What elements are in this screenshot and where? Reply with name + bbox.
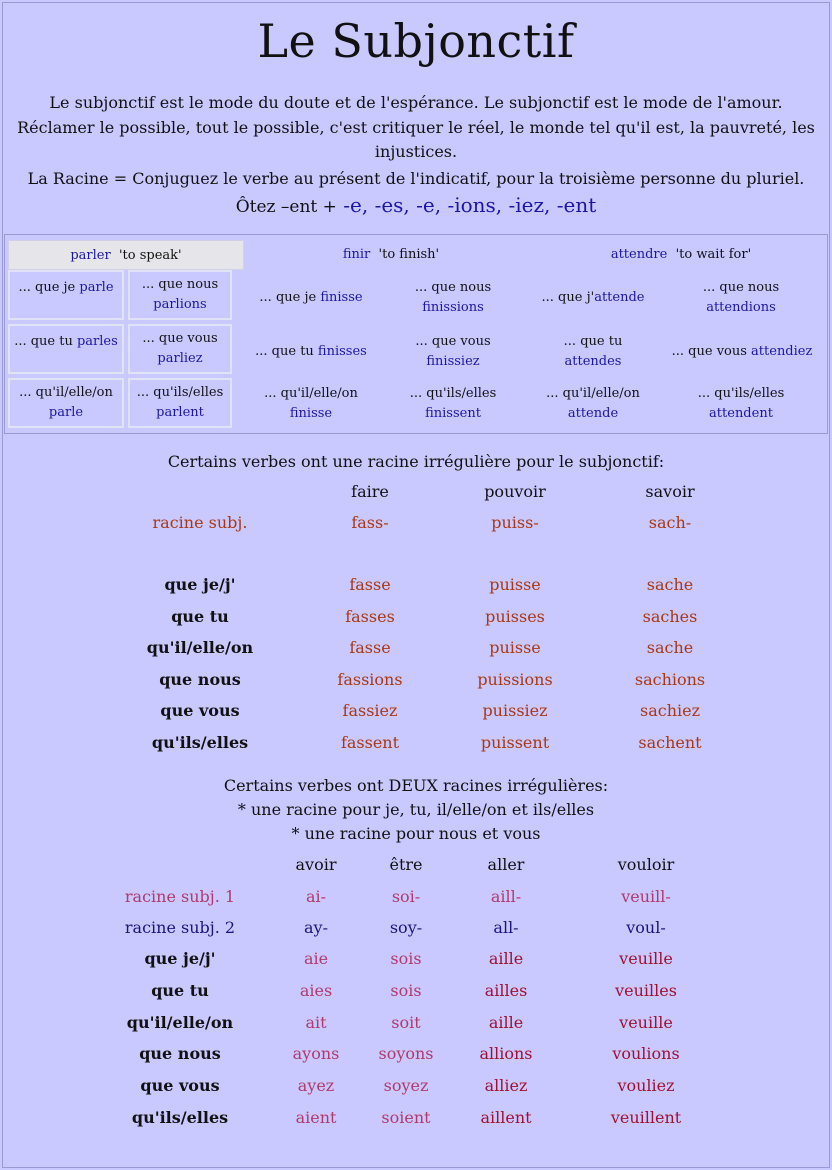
attendre-vous-pronoun: ... que vous — [671, 344, 752, 359]
attendre-nous-pronoun: ... que nous — [702, 280, 780, 295]
irr2-root1-vouloir: veuill- — [621, 887, 671, 906]
parler-nous — [128, 270, 232, 320]
irr2-avoir-form-1: aies — [299, 980, 333, 1000]
irr1-person-1: que tu — [171, 606, 229, 626]
irr1-pouvoir-form-2: puisse — [489, 638, 541, 658]
gloss-finir: 'to finish' — [378, 246, 440, 262]
verb-attendre: attendre — [610, 246, 668, 262]
finir-vous-form: finissiez — [426, 354, 480, 369]
irr2-vouloir-form-5: veuillent — [610, 1108, 682, 1127]
irr2-avoir-form-3: ayons — [292, 1044, 340, 1064]
irr1-savoir-form-1: saches — [642, 606, 698, 626]
irr1-faire-form-0: fasse — [349, 575, 391, 594]
parler-ils — [128, 378, 232, 428]
parler-vous-pronoun: ... que vous — [142, 331, 218, 346]
irr1-savoir-form-4: sachiez — [639, 701, 701, 721]
irr2-vouloir-form-0: veuille — [619, 949, 673, 968]
attendre-vous — [660, 324, 824, 380]
irr1-savoir-form-0: sache — [646, 575, 694, 594]
irr2-aller-form-0: aille — [488, 949, 524, 968]
irregular2-heading-3: * une racine pour nous et vous — [291, 824, 541, 843]
irr2-root2-etre: soy- — [389, 918, 423, 937]
page-title: Le Subjonctif — [257, 14, 575, 68]
irr1-verb-savoir: savoir — [645, 482, 695, 501]
irr2-avoir-form-5: aient — [295, 1108, 337, 1127]
attendre-il — [528, 376, 658, 432]
finir-vous — [388, 324, 518, 380]
irr2-person-5: qu'ils/elles — [131, 1108, 229, 1127]
finir-nous — [388, 270, 518, 326]
irr2-avoir-form-0: aie — [303, 949, 329, 968]
verb-parler: parler — [70, 247, 111, 263]
irr2-root1-avoir: ai- — [305, 887, 327, 906]
parler-ils-pronoun: ... qu'ils/elles — [136, 385, 224, 400]
irr1-savoir-form-5: sachent — [638, 733, 702, 752]
irr1-person-5: qu'ils/elles — [151, 733, 249, 752]
irr1-pouvoir-form-3: puissions — [477, 669, 553, 689]
attendre-je-form: attende — [594, 290, 645, 305]
irr1-faire-form-3: fassions — [337, 669, 403, 689]
attendre-tu-pronoun: ... que tu — [563, 334, 623, 349]
irr1-root-pouvoir: puiss- — [491, 513, 539, 532]
otez-endings: -e, -es, -e, -ions, -iez, -ent — [336, 193, 597, 217]
finir-tu — [246, 324, 376, 380]
irr1-faire-form-2: fasse — [349, 638, 391, 658]
irr2-aller-form-2: aille — [488, 1012, 524, 1032]
irr2-etre-form-4: soyez — [383, 1076, 429, 1096]
irr1-person-2: qu'il/elle/on — [146, 638, 254, 658]
irr2-aller-form-1: ailles — [484, 980, 528, 1000]
irr2-avoir-form-2: ait — [305, 1012, 327, 1032]
parler-je — [8, 270, 124, 320]
parler-ils-form: parlent — [156, 405, 204, 420]
parler-tu-pronoun: ... que tu — [14, 334, 77, 349]
irr1-pouvoir-form-5: puissent — [480, 733, 550, 752]
irr2-root1-etre: soi- — [391, 887, 421, 906]
irr1-savoir-form-3: sachions — [634, 669, 706, 689]
irr1-faire-form-4: fassiez — [342, 701, 398, 721]
irr2-vouloir-form-3: voulions — [612, 1044, 680, 1064]
verb-finir: finir — [342, 246, 371, 262]
attendre-ils-pronoun: ... qu'ils/elles — [697, 386, 785, 401]
irr2-person-1: que tu — [151, 980, 209, 1000]
irr1-root-savoir: sach- — [648, 513, 692, 532]
irr2-root2-aller: all- — [493, 918, 519, 937]
header-parler — [8, 240, 244, 270]
parler-tu-form: parles — [76, 334, 118, 349]
finir-nous-form: finissions — [422, 300, 484, 315]
irr2-root2-label: racine subj. 2 — [124, 918, 236, 937]
irr2-root2-avoir: ay- — [304, 918, 328, 937]
irr2-person-4: que vous — [140, 1076, 220, 1096]
finir-il — [246, 376, 376, 432]
header-finir — [246, 240, 536, 268]
irr1-pouvoir-form-1: puisses — [485, 606, 545, 626]
irr2-etre-form-5: soient — [381, 1108, 431, 1127]
intro-line-1: Le subjonctif est le mode du doute et de l'espérance. Le subjonctif est le mode de l'amour. — [49, 93, 783, 112]
irr2-verb-vouloir: vouloir — [617, 855, 675, 874]
irr2-vouloir-form-4: vouliez — [617, 1076, 675, 1096]
intro-line-2: Réclamer le possible, tout le possible, c'est critiquer le réel, le monde tel qu'il est, la pauvreté, les — [17, 118, 815, 137]
attendre-je-pronoun: ... que j' — [541, 290, 595, 305]
irr2-person-2: qu'il/elle/on — [126, 1012, 234, 1032]
irregular2-heading-1: Certains verbes ont DEUX racines irrégulières: — [223, 776, 609, 795]
parler-je-pronoun: ... que je — [18, 280, 80, 295]
header-attendre — [536, 240, 826, 268]
irr2-root1-label: racine subj. 1 — [124, 887, 236, 906]
irr2-avoir-form-4: ayez — [297, 1076, 335, 1096]
irr1-pouvoir-form-4: puissiez — [482, 701, 548, 721]
irr2-etre-form-2: soit — [391, 1012, 421, 1032]
irr2-aller-form-4: alliez — [484, 1076, 528, 1096]
irr2-aller-form-3: allions — [479, 1044, 533, 1064]
attendre-il-pronoun: ... qu'il/elle/on — [546, 386, 640, 401]
parler-je-form: parle — [79, 280, 114, 295]
irregular1-heading: Certains verbes ont une racine irrégulière pour le subjonctif: — [167, 452, 665, 471]
finir-je-pronoun: ... que je — [259, 290, 321, 305]
parler-il-form: parle — [48, 405, 84, 420]
irr2-verb-avoir: avoir — [295, 855, 337, 874]
irr2-vouloir-form-2: veuille — [619, 1012, 673, 1032]
parler-il-pronoun: ... qu'il/elle/on — [19, 385, 113, 400]
otez-prefix: Ôtez –ent + — [235, 197, 337, 217]
attendre-il-form: attende — [567, 406, 619, 421]
attendre-ils-form: attendent — [709, 406, 773, 421]
gloss-attendre: 'to wait for' — [675, 246, 752, 262]
irr1-person-0: que je/j' — [164, 575, 236, 594]
irr2-person-3: que nous — [139, 1044, 221, 1064]
finir-il-pronoun: ... qu'il/elle/on — [264, 386, 358, 401]
irr1-verb-pouvoir: pouvoir — [484, 482, 546, 501]
parler-vous — [128, 324, 232, 374]
irr1-faire-form-1: fasses — [345, 606, 395, 626]
irr2-etre-form-0: sois — [390, 949, 422, 968]
irr2-root1-aller: aill- — [490, 887, 522, 906]
intro-line-4: La Racine = Conjuguez le verbe au présent de l'indicatif, pour la troisième personne du pluriel. — [27, 169, 805, 188]
finir-vous-pronoun: ... que vous — [415, 334, 491, 349]
irr1-person-3: que nous — [159, 669, 241, 689]
otez-rule — [0, 193, 832, 217]
attendre-nous — [676, 270, 806, 326]
irr1-faire-form-5: fassent — [340, 733, 400, 752]
finir-ils — [388, 376, 518, 432]
parler-tu — [8, 324, 124, 374]
parler-vous-form: parliez — [157, 351, 203, 366]
irr2-etre-form-3: soyons — [378, 1044, 434, 1064]
finir-tu-form: finisses — [317, 344, 367, 359]
finir-ils-pronoun: ... qu'ils/elles — [409, 386, 497, 401]
irr2-person-0: que je/j' — [144, 949, 216, 968]
attendre-je — [528, 270, 658, 326]
finir-ils-form: finissent — [425, 406, 481, 421]
irr1-pouvoir-form-0: puisse — [489, 575, 541, 594]
attendre-tu — [528, 324, 658, 380]
irr1-savoir-form-2: sache — [646, 638, 694, 658]
irr1-root-label: racine subj. — [152, 513, 248, 532]
irr2-aller-form-5: aillent — [480, 1108, 532, 1127]
irr2-verb-aller: aller — [487, 855, 525, 874]
irr2-verb-etre: être — [389, 855, 423, 874]
attendre-ils — [676, 376, 806, 432]
attendre-tu-form: attendes — [564, 354, 622, 369]
irregular2-heading-2: * une racine pour je, tu, il/elle/on et ils/elles — [237, 800, 595, 819]
irr2-root2-vouloir: voul- — [626, 918, 666, 937]
irr2-vouloir-form-1: veuilles — [615, 980, 677, 1000]
parler-il — [8, 378, 124, 428]
irr1-verb-faire: faire — [351, 482, 389, 501]
gloss-parler: 'to speak' — [118, 247, 182, 263]
attendre-vous-form: attendiez — [751, 344, 813, 359]
attendre-nous-form: attendions — [706, 300, 776, 315]
intro-line-3: injustices. — [374, 142, 458, 161]
parler-nous-pronoun: ... que nous — [141, 277, 219, 292]
finir-je-form: finisse — [320, 290, 363, 305]
parler-nous-form: parlions — [153, 297, 207, 312]
finir-nous-pronoun: ... que nous — [414, 280, 492, 295]
irr1-person-4: que vous — [160, 701, 240, 721]
irr2-etre-form-1: sois — [390, 980, 422, 1000]
finir-tu-pronoun: ... que tu — [255, 344, 318, 359]
finir-il-form: finisse — [289, 406, 333, 421]
irr1-root-faire: fass- — [351, 513, 389, 532]
finir-je — [246, 270, 376, 326]
